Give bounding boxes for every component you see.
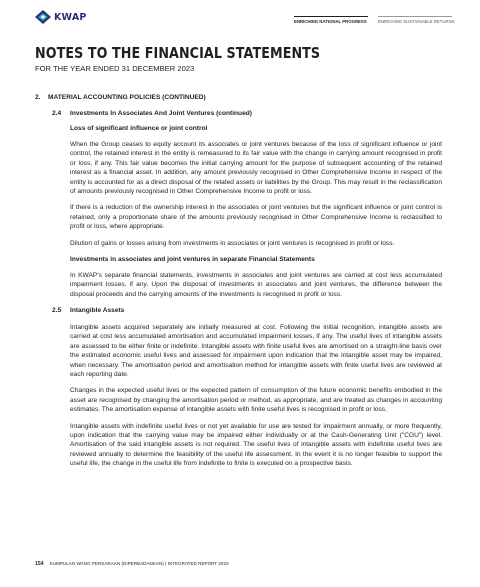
subsection-number: 2.5	[52, 307, 62, 315]
paragraph-heading: Loss of significant influence or joint control	[70, 125, 208, 132]
paragraph: When the Group ceases to equity account its associates or joint ventures because of the loss of significant influence or joint control, the retained interest in the entity is remeasured to its fair value with the change in carrying amount recognised in profit or loss, if any. This fair value becomes the initial carrying amount for the purpose of subsequent accounting of the retained interest as a financial asset. In addition, any amount previously recognised in Other Comprehensive Income in respect of the entity is accounted for as a direct disposal of the related assets or liabilities by the Group. This may result in the reclassification of amounts previously recognised in Other Comprehensive Income to profit or loss.	[70, 141, 442, 196]
subsection-title: Investments In Associates And Joint Ventures (continued)	[70, 110, 252, 117]
subsection-2-5-heading	[52, 306, 442, 316]
page-number: 154	[35, 561, 44, 567]
page-title: NOTES TO THE FINANCIAL STATEMENTS	[35, 44, 321, 62]
subsection-2-4-body	[70, 124, 442, 299]
subsection-title: Intangible Assets	[70, 307, 125, 315]
paragraph: In KWAP's separate financial statements, investments in associates and joint ventures are carried at cost less accumulated impairment losses, if any. Upon the disposal of investments in associates and joint ventures, the difference between the disposal proceeds and the carrying amounts of the investments is recognised in profit or loss.	[70, 272, 442, 298]
subsection-2-5-body	[70, 323, 442, 469]
logo-text: KWAP	[54, 11, 87, 23]
footer-text: KUMPULAN WANG PERSARAAN (DIPERBADANKAN) | INTEGRATED REPORT 2023	[49, 561, 229, 566]
notes-content	[52, 109, 442, 476]
paragraph: If there is a reduction of the ownership interest in the associates or joint ventures but the significant influence or joint control is retained, only a proportionate share of the amounts previously recognised in Other Comprehensive Income is reclassified to profit or loss, where appropriate.	[70, 204, 442, 231]
paragraph-heading: Investments in associates and joint ventures in separate Financial Statements	[70, 256, 315, 264]
kwap-logo	[35, 10, 87, 24]
section-number: 2.	[35, 94, 41, 101]
section-title: MATERIAL ACCOUNTING POLICIES (CONTINUED)	[48, 94, 206, 101]
paragraph: Intangible assets acquired separately are initially measured at cost. Following the initial recognition, intangible assets are carried at cost less accumulated amortisation and accumulated impairment losses, if any. The useful lives of intangible assets are assessed to be either finite or indefinite. Intangible assets with finite useful lives are amortised on a straight-line basis over the estimated economic useful lives and assessed for impairment upon indication that the intangible asset may be impaired, when necessary. The amortisation period and amortisation method for intangible assets with finite useful lives are reviewed at each reporting date.	[70, 323, 442, 378]
top-nav	[294, 16, 455, 24]
nav-enriching-national-progress[interactable]: ENRICHING NATIONAL PROGRESS	[294, 16, 368, 24]
paragraph: Intangible assets with indefinite useful lives or not yet available for use are tested for impairment annually, or more frequently, upon indication that the carrying value may be impaired either individually or at the Cash-Generating Unit ("CGU") level. Amortisation of the said intangible assets is not required. The useful lives of intangible assets with indefinite useful lives are reviewed annually to determine the feasibility of the useful life assessment. In the event it is no longer feasible to support the useful life, the change in the useful life from indefinite to finite is executed on a prospective basis.	[70, 422, 442, 468]
subsection-number: 2.4	[52, 110, 62, 117]
page-subtitle: FOR THE YEAR ENDED 31 DECEMBER 2023	[35, 64, 195, 73]
subsection-2-4-heading	[52, 109, 442, 119]
nav-enriching-sustainable-returns[interactable]: ENRICHING SUSTAINABLE RETURNS	[378, 16, 452, 24]
paragraph: Dilution of gains or losses arising from investments in associates or joint ventures is recognised in profit or loss.	[70, 239, 395, 247]
section-heading	[35, 94, 206, 101]
paragraph: Changes in the expected useful lives or the expected pattern of consumption of the future economic benefits embodied in the asset are recognised by changing the amortisation period or method, as appropriate, and are treated as changes in accounting estimates. The amortisation expense of intangible assets with finite useful lives is recognised in profit or loss.	[70, 387, 442, 414]
page-footer	[35, 561, 229, 567]
kwap-logo-icon	[35, 10, 51, 24]
